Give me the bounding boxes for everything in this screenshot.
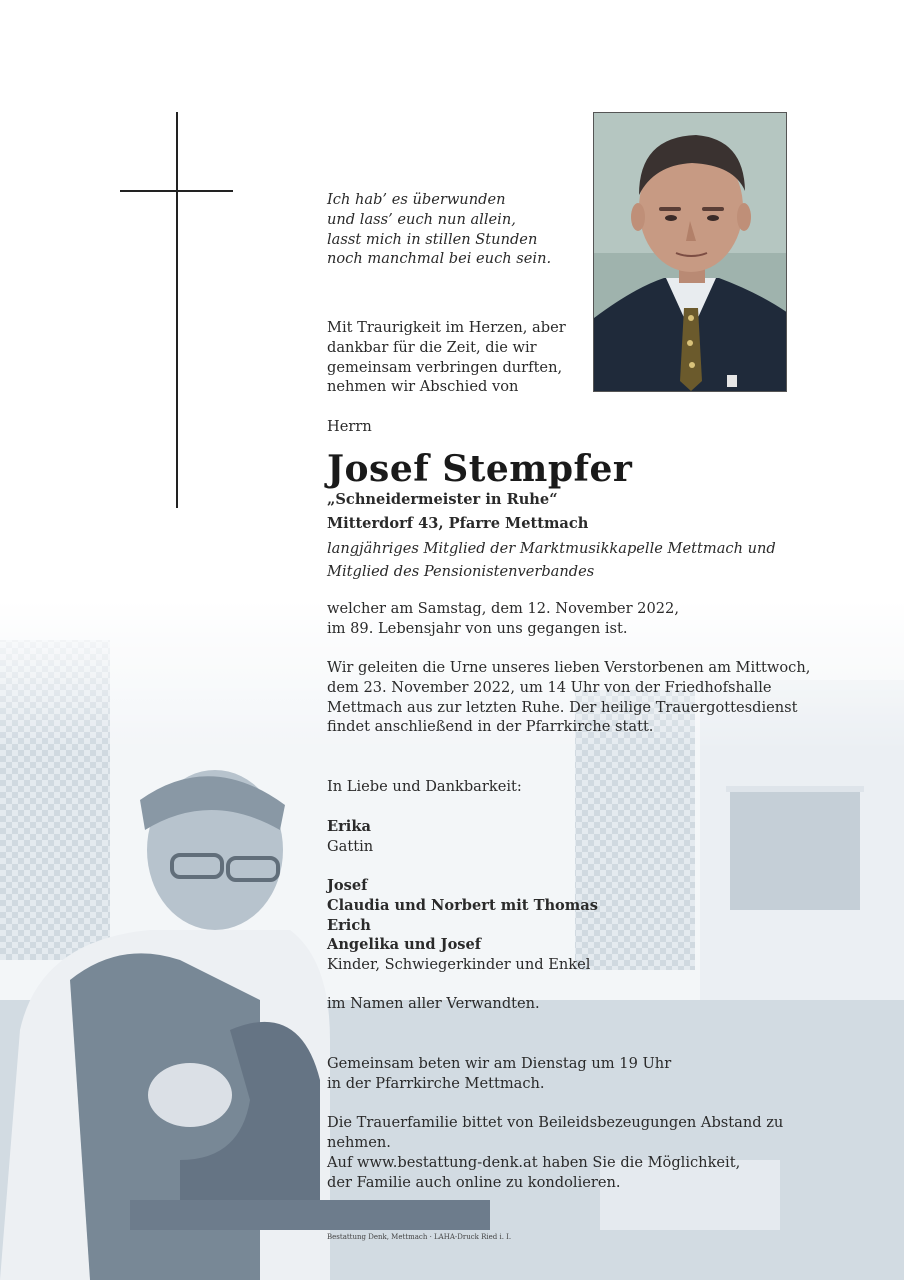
death-line: im 89. Lebensjahr von uns gegangen ist. — [327, 619, 628, 637]
verse-line: noch manchmal bei euch sein. — [327, 250, 552, 268]
cross-horizontal — [120, 190, 233, 192]
condolence-note: Die Trauerfamilie bittet von Beileidsbezeugungen Abstand zu nehmen. — [327, 1114, 784, 1151]
verse-line: lasst mich in stillen Stunden — [327, 230, 538, 248]
child-name: Erich — [327, 916, 371, 934]
prayer-line: Gemeinsam beten wir am Dienstag um 19 Uhr — [327, 1055, 672, 1072]
online-line: Auf www.bestattung-denk.at haben Sie die Möglichkeit, — [327, 1154, 741, 1171]
spouse-block — [327, 817, 847, 857]
funeral-line: dem 23. November 2022, um 14 Uhr von der Friedhofshalle — [327, 678, 772, 696]
intro-line: Mit Traurigkeit im Herzen, aber — [327, 319, 566, 336]
cross-vertical — [176, 112, 178, 508]
membership-line: langjähriges Mitglied der Marktmusikkapelle Mettmach und — [327, 540, 776, 557]
intro-line: dankbar für die Zeit, die wir — [327, 338, 537, 356]
prayer-line: in der Pfarrkirche Mettmach. — [327, 1074, 545, 1092]
love-intro: In Liebe und Dankbarkeit: — [327, 778, 522, 795]
child-name: Claudia und Norbert mit Thomas — [327, 896, 598, 914]
relatives-line: im Namen aller Verwandten. — [327, 995, 540, 1012]
occupation-title: „Schneidermeister in Ruhe“ — [327, 491, 558, 508]
funeral-line: Wir geleiten die Urne unseres lieben Verstorbenen am Mittwoch, — [327, 659, 811, 676]
intro-line: gemeinsam verbringen durften, — [327, 358, 563, 376]
funeral-info — [327, 658, 847, 737]
membership-line: Mitglied des Pensionistenverbandes — [327, 563, 595, 580]
memberships — [327, 537, 847, 583]
print-footer: Bestattung Denk, Mettmach · LAHA-Druck Ried i. I. — [327, 1233, 512, 1241]
child-name: Angelika und Josef — [327, 936, 482, 954]
verse — [327, 190, 847, 269]
children-role: Kinder, Schwiegerkinder und Enkel — [327, 956, 591, 974]
online-condolence — [327, 1153, 847, 1193]
child-name: Josef — [327, 877, 368, 894]
children-block — [327, 876, 847, 975]
prayer-info — [327, 1054, 847, 1094]
funeral-line: findet anschließend in der Pfarrkirche statt. — [327, 718, 654, 736]
verse-line: Ich hab’ es überwunden — [327, 191, 506, 208]
intro-line: nehmen wir Abschied von — [327, 378, 519, 396]
intro-paragraph — [327, 318, 847, 397]
spouse-role: Gattin — [327, 837, 374, 855]
spouse-name: Erika — [327, 818, 371, 835]
verse-line: und lass’ euch nun allein, — [327, 210, 516, 228]
deceased-name: Josef Stempfer — [327, 448, 633, 490]
death-line: welcher am Samstag, dem 12. November 2022, — [327, 600, 679, 617]
death-notice — [327, 599, 847, 639]
salutation: Herrn — [327, 418, 372, 435]
funeral-line: Mettmach aus zur letzten Ruhe. Der heilige Trauergottesdienst — [327, 698, 798, 716]
online-line: der Familie auch online zu kondolieren. — [327, 1173, 621, 1191]
address: Mitterdorf 43, Pfarre Mettmach — [327, 515, 589, 532]
